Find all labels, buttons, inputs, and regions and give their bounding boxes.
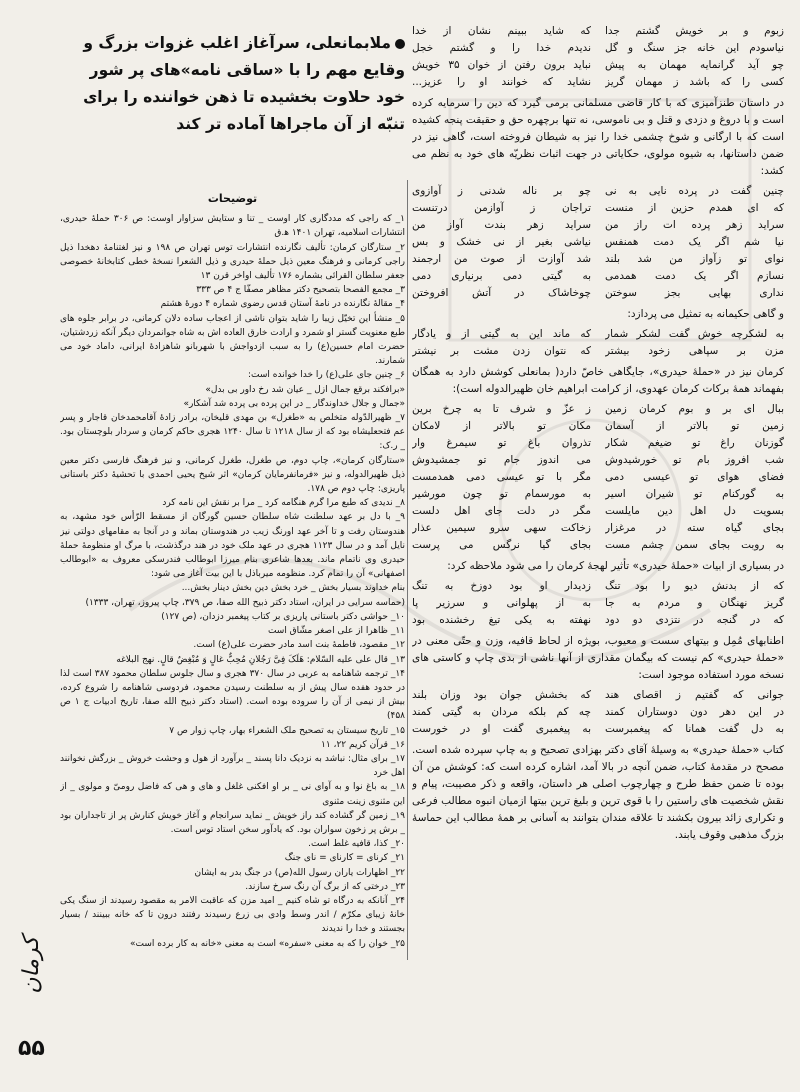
note-item: ۱۳_ قال علی علیه السّلام: هَلَکَ فِیَّ رَجُلانِ مُحِبٌّ غالٍ وَ مُبْغِضٌ قالٍ. نهج البلاغه xyxy=(116,654,405,665)
note-item: ۱۰_ حواشی دکتر باستانی پاریزی بر کتاب پیغمبر دزدان، (ص ۱۲۷) xyxy=(161,611,405,622)
article-paragraph: در داستان طنزآمیزی که با کار قاضی مسلمانی برمی گیرد که دین را سرمایه کرده است و با دروغ و دزدی و قتل و بی ناموسی، نه تنها برچهره حق و حقیقت پنجه کشیده است که با ارگانی و شوخ چشمی خدا را نیز به شیطان فروخته است، گاهی نیز در ضمن داستانها، به شیوه مولوی، حکایاتی در جهت اثبات نظریّه های خود به نظم می کشد: xyxy=(412,97,784,177)
verse-line: در این دهر دون دوستاران کمند xyxy=(605,706,784,718)
article-paragraph: کرمان نیز در «حملهٔ حیدری»، جایگاهی خاصّ دارد( بمانعلی کوشش دارد به همگان بفهماند همهٔ برکات کرمان عهدوی، از کرامت ابراهیم خان ظهیرالدوله است): xyxy=(412,366,784,395)
verse-line: شد آوازت از صوت من ارجمند xyxy=(412,253,591,265)
verse-line: فضای هوای تو عیسی دمی xyxy=(605,471,784,483)
verse-line: چو آید گرانمایه مهمان به پیش xyxy=(605,59,784,71)
verse-line: زدیدار او بود دوزخ به تنگ xyxy=(412,580,591,592)
verse-line: به گیتی دمی برنیاری دمی xyxy=(412,270,591,282)
verse-block xyxy=(412,23,784,91)
note-item: ۴_ مقالهٔ نگارنده در نامهٔ آستان قدس رضوی شماره ۴ دورهٔ هشتم xyxy=(160,299,405,310)
verse-line: نشاید که خوانند او را عزیز... xyxy=(412,76,591,88)
verse-line: ندیدم خدا را و گشتم خجل xyxy=(412,42,591,54)
verse-line: که شاید ببینم نشان از خدا xyxy=(412,25,591,37)
verse-line: که نتوان زدن مشت بر نیشتر xyxy=(412,345,591,357)
verse-line: چو بر ناله شدنی ز آوازوی xyxy=(412,185,591,197)
verse-line: بجای گیاه سته در مرغزار xyxy=(605,522,784,534)
note-item: ۹_ با دل بر عهد سلطنت شاه سلطان حسین گورگان از مسقط الرّأس خود مشهد، به هندوستان رفت و تا آخر عهد اورنگ زیب در هندوستان بماند و در آنجا به مقامهای دولتی نیز نایل آمد و در سال ۱۱۲۳ هجری در عهد ملک خود در هند درگذشت، با مرگ او منظومهٔ حملهٔ حیدری وی ناتمام ماند. بعدها شاعری بنام میرزا ابوطالب فندرسکی معروف به «ابوطالب اصفهانی» آن را تمام کرد. منظومه میرباذل با این بیت آغاز می شود: xyxy=(60,512,405,580)
note-item: ۱۷_ برای مثال: نباشد به نزدیک دانا پسند _ برآورد از هول و وحشت خروش _ بزرگش نخوانند اهل خرد xyxy=(60,753,405,779)
note-item: ۱۶_ قرآن کریم ۲۲، ۱۱ xyxy=(321,739,405,750)
verse-line: نیا شم اگر یک دمت همنفس xyxy=(605,236,784,248)
verse-line: گوزنان راغ تو ضیغم شکار xyxy=(605,437,784,449)
headline-bullet-icon xyxy=(395,39,405,49)
column-divider xyxy=(407,180,408,960)
verse-line: چه کم بلکه مردان به گیتی کمند xyxy=(412,706,591,718)
logo-text: کرمان xyxy=(19,936,44,994)
verse-line: نسازم اگر یک دمت همدمی xyxy=(605,270,784,282)
verse-line: مگر در دلت جای اهل دلست xyxy=(412,505,591,517)
note-item: «جمال و جلال خداوندگار _ در این پرده بی پرده شد آشکار» xyxy=(183,398,405,409)
note-item: ۱۸_ به باغ نوا و به آوای نی _ بر او افکنی غلغل و های و هی که فاضل رومیّ و مولوی _ از این مثنوی زینت مثنوی xyxy=(60,782,405,807)
verse-line: مزن بر سپاهی زخود بیشتر xyxy=(605,345,784,357)
note-item: «ستارگان کرمان»، چاپ دوم، ص طغرل، طغرل کرمانی، و نیز فرهنگ فارسی دکتر معین ذیل ظهیرالدوله، و نیز «فرمانفرمایان کرمان» اثر شیخ یحیی احمدی با تحشیهٔ دکتر باستانی پاریزی: چاپ دوم ص ۱۷۸. xyxy=(60,455,405,495)
verse-line: تراجان ز آوازمن درتنست xyxy=(412,202,591,214)
note-item: ۳_ مجمع الفصحا بتصحیح دکتر مظاهر مصفّا ج ۴ ص ۳۳۳ xyxy=(196,285,405,296)
verse-line: سراید زهر پرده ات راز من xyxy=(605,219,784,231)
note-item: ۱۵_ تاریخ سیستان به تصحیح ملک الشعراء بهار، چاپ زوار ص ۷ xyxy=(169,725,405,736)
verse-line: که ای همدم حزین از منست xyxy=(605,202,784,214)
verse-line: مکان تو بالاتر از لامکان xyxy=(412,420,591,432)
notes-column xyxy=(60,188,405,1048)
verse-line: سراید زهر بندت آواز من xyxy=(412,219,591,231)
verse-line: زبوم و بر خویش گشتم جدا xyxy=(605,25,784,37)
verse-line: بسویت دل اهل دین مایلست xyxy=(605,505,784,517)
verse-line: به روبت بجای سمن چشم مست xyxy=(605,539,784,551)
note-item: ۱۹_ زمین گر گشاده کند راز خویش _ نماید سرانجام و آغاز خویش کنارش پر از تاجداران بود _ برش پر زخون سواران بود. که یادآور سخن استاد توس است. xyxy=(60,810,405,835)
verse-block xyxy=(412,401,784,554)
verse-line: که بخشش جوان بود وزان بلند xyxy=(412,689,591,701)
verse-block xyxy=(412,183,784,302)
verse-block xyxy=(412,578,784,629)
verse-line: می اندوز جام تو جمشیدوش xyxy=(412,454,591,466)
verse-line: چوخاشاک در آتش افروختن xyxy=(412,287,591,299)
verse-line: چنین گفت در پرده نایی به نی xyxy=(605,185,784,197)
note-item: ۲۳_ درختی که از برگ آن رنگ سرخ سازند. xyxy=(245,881,405,892)
note-item: ۱۴_ ترجمه شاهنامه به عربی در سال ۳۷۰ هجری و سال جلوس سلطان محمود ۳۸۷ است لذا در حدود هفده سال پیش از به سلطنت رسیدن محمود، فردوسی شاهنامه را شروع کرده، بیش از نیمی از آن را سروده بوده است. (استاد دکتر ذبیح الله صفا، تاریخ ادبیات ج ۱ ص ۴۵۸) xyxy=(60,668,405,722)
verse-line: زخاکت سهی سرو سیمین عذار xyxy=(412,522,591,534)
headline-text: ملابمانعلی، سرآغاز اغلب غزوات بزرگ و وقایع مهم را با «ساقی نامه»های پر شور خود حلاوت بخشیده تا ذهن خواننده را برای تنبّه از آن ماجراها آماده تر کند xyxy=(83,34,405,133)
verse-line: نوای تو زآواز من شد بلند xyxy=(605,253,784,265)
note-item: ۲۱_ کرنای = کارنای = نای جنگ xyxy=(284,853,405,864)
note-item: ۲۴_ آنانکه به درگاه تو شاه کنیم _ امید مزن که عاقبت الامر به مقصود رسیدند از سنگ یکی خانهٔ زیبای مکرّم / اندر وسط وادی بی زرع رسیدند رفتند درون تا که خانه ببینند / بسیار بجستند و خدا را ندیدند xyxy=(60,895,405,935)
verse-line: نیاسودم این خانه جز سنگ و گل xyxy=(605,42,784,54)
verse-line: کسی را که باشد ز مهمان گریز xyxy=(605,76,784,88)
note-item: ۱۲_ مقصود، فاطمهٔ بنت اسد مادر حضرت علی(ع) است. xyxy=(193,640,405,651)
main-article-column xyxy=(412,20,784,900)
verse-line: که در گنجه در نتزدی دو دود xyxy=(605,614,784,626)
magazine-logo xyxy=(18,905,58,1025)
note-item: ۲۰_ کذا، قافیه غلط است. xyxy=(308,839,405,850)
note-item: ۶_ چنین جای علی(ع) را خدا خوانده است: xyxy=(247,370,405,381)
headline xyxy=(60,30,405,138)
verse-line: ز عزّ و شرف تا به چرخ برین xyxy=(412,403,591,415)
verse-line: نهفته به یکی تیغ رخشنده بود xyxy=(412,614,591,626)
verse-line: به مورسمام تو چون مورشیر xyxy=(412,488,591,500)
verse-line: گریز نهنگان و مردم به جا xyxy=(605,597,784,609)
article-paragraph: اطنابهای مُمِل و بیتهای سست و معیوب، بویژه از لحاظ قافیه، وزن و حتّی معنی در «حملهٔ حیدری» کم نیست که بیگمان مقداری از آنها ناشی از بدی چاپ و کاستی های نسخه مورد استفاده موجود است: xyxy=(412,635,784,681)
note-item: ۲۵_ خوان را که به معنی «سفره» است به معنی «خانه به کار برده است» xyxy=(129,938,405,949)
note-item: (حماسه سرایی در ایران، استاد دکتر ذبیح الله صفا، ص ۳۷۹، چاپ پیروز، تهران، ۱۳۳۳) xyxy=(85,597,405,608)
note-item: بنام خداوند بسیار بخش _ خرد بخش دین بخش دینار بخش... xyxy=(181,583,405,594)
verse-block xyxy=(412,326,784,360)
page-number: ۵۵ xyxy=(18,1036,45,1061)
verse-line: به پیغمبری گفت او در خورست xyxy=(412,723,591,735)
note-item: «برافکند برقع جمال ازل _ عیان شد رخ داور بی بدل» xyxy=(205,384,405,395)
verse-line: به گورکنام تو شیران اسیر xyxy=(605,488,784,500)
note-item: ۲۲_ اظهارات یاران رسول الله(ص) در جنگ بدر به ایشان xyxy=(194,867,405,878)
verse-line: زمین تو بالاتر از آسمان xyxy=(605,420,784,432)
verse-line: شب افروز بام تو خورشیدوش xyxy=(605,454,784,466)
verse-line: نباید برون رفتن از خوان ۳۵ خویش xyxy=(412,59,591,71)
article-paragraph: کتاب «حملهٔ حیدری» به وسیلهٔ آقای دکتر بهزادی تصحیح و به چاپ سپرده شده است. مصحح در مقدمهٔ کتاب، ضمن آنچه در بالا آمد، اشاره کرده است که: کوشش من آن بوده تا ضمن حفظ طرح و چهارچوب اصلی هر داستان، واقعه و ذکر مصیبت، پیام و نقش شخصیت های راستین را با قوی ترین و بلیغ ترین بیتها ازمیان انبوه مطالب فرعی و تکراری زائد بیرون بکشند تا علاقه مندان بتوانند به آسانی بر همهٔ مطالب این حماسهٔ بزرگ مذهبی وقوف یابند. xyxy=(412,744,784,841)
verse-line: که از بدنش دیو را بود تنگ xyxy=(605,580,784,592)
note-item: ۵_ منشأ این تخیّل زیبا را شاید بتوان ناشی از اعجاب ساده دلان کرمانی، در برابر جلوه های طبع معنویت گستر او شمرد و ارادت خارق العاده اش به شاه جوانمردان دیگر آنکه زردشتیان، حضرت امام حسین(ع) را به سبب ازدواجش با شهربانو شاهزادهٔ ایرانی، داماد خود می شمارند. xyxy=(60,313,405,367)
article-paragraph: و گاهی حکیمانه به تمثیل می پردازد: xyxy=(627,308,784,320)
note-item: ۱_ که راجی که مددگاری کار اوست _ تنا و ستایش سزاوار اوست: ص ۳۰۶ حملهٔ حیدری، انتشارات اسلامیه، تهران ۱۴۰۱ ه‍.ق xyxy=(60,214,405,239)
verse-line: که ماند این به گیتی از و یادگار xyxy=(412,328,591,340)
verse-block xyxy=(412,687,784,738)
notes-header: توضیحات xyxy=(207,192,258,205)
verse-line: تذروان باغ تو سیمرغ وار xyxy=(412,437,591,449)
verse-line: بجای گیا نرگس می پرست xyxy=(412,539,591,551)
note-item: ۱۱_ ظاهرا از علی اصغر مشّاق است xyxy=(267,626,405,637)
verse-line: ببال ای بر و بوم کرمان زمین xyxy=(605,403,784,415)
verse-line: جوانی که گفتیم ز اقصای هند xyxy=(605,689,784,701)
note-item: ۷_ ظهیرالدّوله متخلص به «طغرل» بن مهدی قلیخان، برادر زادهٔ آقامحمدخان قاجار و پسر عم فتحعلیشاه بود که از سال ۱۲۱۸ تا سال ۱۲۴۰ هجری حاکم کرمان و سردار بلوچستان بود. _ ر.ک: xyxy=(60,413,405,452)
verse-line: نداری بهایی بجز سوختن xyxy=(605,287,784,299)
verse-line: به لشکرچه خوش گفت لشکر شمار xyxy=(605,328,784,340)
verse-line: به از پهلوانی و سرزیر پا xyxy=(412,597,591,609)
verse-line: نیاشی بغیر از نی خشک و بس xyxy=(412,236,591,248)
note-item: ۲_ ستارگان کرمان: تألیف نگارنده انتشارات توس تهران ص ۱۹۸ و نیز لغتنامهٔ دهخدا ذیل راجی کرمانی و فرهنگ معین ذیل حملهٔ حیدری و ذیل الشعرا نسخهٔ خطی کتابخانهٔ خصوصی جعفر سلطان القرائی بشماره ۱۷۶ تألیف اواخر قرن ۱۳ xyxy=(60,242,405,282)
note-item: ۸_ ندیدی که طبع مرا گرم هنگامه کرد _ مرا بر نقش این نامه کرد xyxy=(162,498,405,509)
verse-line: به دل گفت همانا که پیغمبرست xyxy=(605,723,784,735)
verse-line: مگر با تو عیسی دمی همدمست xyxy=(412,471,591,483)
article-paragraph: در بسیاری از ابیات «حملهٔ حیدری» تأثیر لهجهٔ کرمان را می شود ملاحظه کرد: xyxy=(447,560,784,572)
